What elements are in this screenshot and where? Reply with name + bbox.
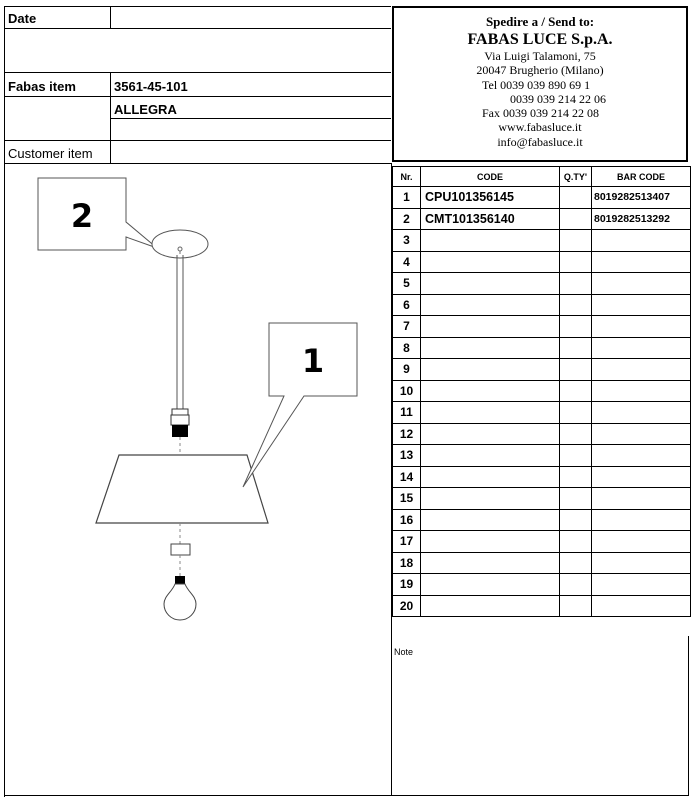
row-barcode (592, 595, 691, 617)
table-row (393, 380, 691, 402)
grid-line (110, 72, 111, 163)
table-row (393, 445, 691, 467)
row-qty[interactable] (560, 595, 592, 617)
lamp-shade-icon (96, 455, 268, 523)
row-number: 14 (393, 466, 421, 488)
row-barcode (592, 359, 691, 381)
row-code (421, 531, 560, 553)
table-row (393, 466, 691, 488)
fabas-item-code: 3561-45-101 (114, 79, 188, 94)
row-qty[interactable] (560, 273, 592, 295)
row-qty[interactable] (560, 230, 592, 252)
row-barcode (592, 423, 691, 445)
row-barcode (592, 273, 691, 295)
table-row (393, 316, 691, 338)
bulb-base (175, 576, 185, 584)
row-code (421, 552, 560, 574)
row-number: 3 (393, 230, 421, 252)
grid-line (4, 96, 391, 97)
callout-number-1: 1 (301, 342, 325, 380)
row-number: 10 (393, 380, 421, 402)
header-qty: Q.TY' (560, 167, 592, 187)
row-number: 9 (393, 359, 421, 381)
row-qty[interactable] (560, 251, 592, 273)
row-number: 7 (393, 316, 421, 338)
header-barcode: BAR CODE (592, 167, 691, 187)
bulb-icon (164, 584, 196, 620)
table-row (393, 187, 691, 209)
grid-line (391, 795, 688, 796)
row-qty[interactable] (560, 574, 592, 596)
row-code (421, 359, 560, 381)
row-qty[interactable] (560, 552, 592, 574)
row-qty[interactable] (560, 423, 592, 445)
grid-line (4, 72, 391, 73)
row-code (421, 380, 560, 402)
row-number: 16 (393, 509, 421, 531)
grid-line (110, 6, 111, 28)
row-number: 1 (393, 187, 421, 209)
fabas-item-label: Fabas item (8, 79, 76, 94)
fixing-ring (171, 544, 190, 555)
grid-line (688, 636, 689, 796)
row-barcode (592, 531, 691, 553)
row-code (421, 251, 560, 273)
row-qty[interactable] (560, 466, 592, 488)
header-code: CODE (421, 167, 560, 187)
row-code: CPU101356145 (421, 187, 560, 209)
website[interactable]: www.fabasluce.it (498, 120, 582, 135)
row-code (421, 509, 560, 531)
customer-item-label: Customer item (8, 146, 93, 161)
table-row (393, 509, 691, 531)
row-number: 17 (393, 531, 421, 553)
city-address: 20047 Brugherio (Milano) (476, 63, 604, 78)
socket-body (172, 425, 188, 437)
table-row (393, 531, 691, 553)
grid-line (4, 140, 391, 141)
row-code (421, 595, 560, 617)
row-number: 15 (393, 488, 421, 510)
row-number: 13 (393, 445, 421, 467)
row-barcode (592, 251, 691, 273)
row-number: 18 (393, 552, 421, 574)
table-row (393, 552, 691, 574)
codes-table (392, 166, 691, 617)
table-row (393, 294, 691, 316)
row-qty[interactable] (560, 208, 592, 230)
row-code (421, 402, 560, 424)
table-row (393, 574, 691, 596)
canopy-hole (178, 247, 182, 251)
row-number: 6 (393, 294, 421, 316)
row-barcode (592, 337, 691, 359)
send-to-title: Spedire a / Send to: (485, 14, 595, 29)
row-number: 8 (393, 337, 421, 359)
table-row (393, 230, 691, 252)
row-barcode: 8019282513407 (592, 187, 691, 209)
row-qty[interactable] (560, 359, 592, 381)
row-code (421, 230, 560, 252)
table-row (393, 423, 691, 445)
row-barcode (592, 509, 691, 531)
company-name: FABAS LUCE S.p.A. (467, 31, 613, 48)
header-nr: Nr. (393, 167, 421, 187)
row-barcode (592, 552, 691, 574)
row-qty[interactable] (560, 187, 592, 209)
row-number: 4 (393, 251, 421, 273)
socket-cap (172, 409, 188, 415)
street-address: Via Luigi Talamoni, 75 (484, 49, 596, 63)
table-row (393, 359, 691, 381)
fabas-item-name: ALLEGRA (114, 102, 177, 117)
row-number: 19 (393, 574, 421, 596)
row-barcode (592, 466, 691, 488)
grid-line (4, 6, 391, 7)
row-barcode (592, 294, 691, 316)
table-row (393, 273, 691, 295)
table-row (393, 337, 691, 359)
row-barcode (592, 445, 691, 467)
note-label: Note (394, 647, 414, 657)
table-row (393, 595, 691, 617)
row-qty[interactable] (560, 316, 592, 338)
grid-line (4, 28, 391, 29)
table-row (393, 488, 691, 510)
callout-number-2: 2 (70, 197, 94, 235)
row-qty[interactable] (560, 488, 592, 510)
row-qty[interactable] (560, 294, 592, 316)
row-barcode (592, 402, 691, 424)
row-qty[interactable] (560, 509, 592, 531)
row-code (421, 445, 560, 467)
table-row (393, 402, 691, 424)
row-barcode (592, 230, 691, 252)
row-code (421, 488, 560, 510)
row-barcode (592, 380, 691, 402)
row-number: 12 (393, 423, 421, 445)
row-number: 2 (393, 208, 421, 230)
row-code (421, 294, 560, 316)
row-qty[interactable] (560, 402, 592, 424)
row-barcode (592, 488, 691, 510)
tel-line-2: 0039 039 214 22 06 (510, 91, 606, 106)
row-barcode (592, 574, 691, 596)
fax-line: Fax 0039 039 214 22 08 (482, 106, 599, 121)
grid-line (4, 795, 391, 796)
socket-ring (171, 415, 189, 425)
row-number: 5 (393, 273, 421, 295)
row-barcode: 8019282513292 (592, 208, 691, 230)
row-code: CMT101356140 (421, 208, 560, 230)
row-number: 11 (393, 402, 421, 424)
row-barcode (592, 316, 691, 338)
table-row (393, 208, 691, 230)
send-to-box (392, 6, 688, 162)
row-code (421, 337, 560, 359)
table-header-row (393, 167, 691, 187)
row-qty[interactable] (560, 380, 592, 402)
row-number: 20 (393, 595, 421, 617)
tel-line: Tel 0039 039 890 69 1 (482, 77, 591, 92)
row-code (421, 574, 560, 596)
row-code (421, 466, 560, 488)
row-code (421, 316, 560, 338)
date-label: Date (8, 11, 37, 26)
lamp-drawing (5, 164, 391, 794)
email[interactable]: info@fabasluce.it (497, 134, 583, 149)
row-code (421, 423, 560, 445)
row-code (421, 273, 560, 295)
grid-line (110, 118, 391, 119)
row-qty[interactable] (560, 445, 592, 467)
table-row (393, 251, 691, 273)
row-qty[interactable] (560, 337, 592, 359)
row-qty[interactable] (560, 531, 592, 553)
